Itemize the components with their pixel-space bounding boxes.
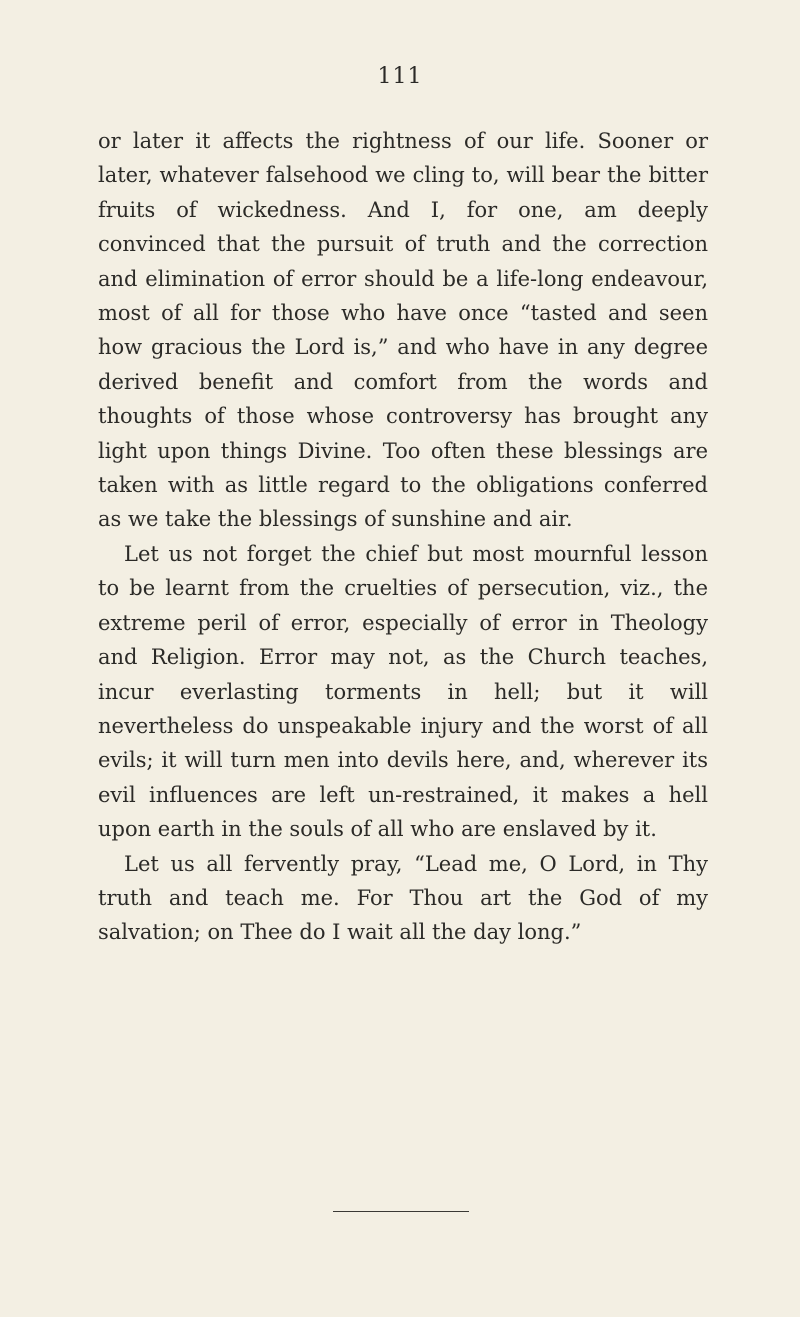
- paragraph-1: or later it affects the rightness of our life. Sooner or later, whatever falsehood we cling to, will bear the bitter fruits of wickedness. And I, for one, am deeply convinced that the pursuit of truth and the correction and elimination of error should be a life-long endeavour, most of all for those who have once “tasted and seen how gracious the Lord is,” and who have in any degree derived benefit and comfort from the words and thoughts of those whose controversy has brought any light upon things Divine. Too often these blessings are taken with as little regard to the obligations conferred as we take the blessings of sunshine and air.: [98, 129, 708, 532]
- paragraph-2: Let us not forget the chief but most mournful lesson to be learnt from the cruelties of persecution, viz., the extreme peril of error, especially of error in Theology and Religion. Error may not, as the Church teaches, incur everlasting torments in hell; but it will nevertheless do unspeakable injury and the worst of all evils; it will turn men into devils here, and, wherever its evil influences are left un-restrained, it makes a hell upon earth in the souls of all who are enslaved by it.: [98, 541, 708, 842]
- body-text: [98, 124, 708, 950]
- end-rule: [333, 1211, 469, 1212]
- paragraph-3: Let us all fervently pray, “Lead me, O Lord, in Thy truth and teach me. For Thou art the God of my salvation; on Thee do I wait all the day long.”: [98, 851, 708, 945]
- page-number: 111: [377, 64, 423, 89]
